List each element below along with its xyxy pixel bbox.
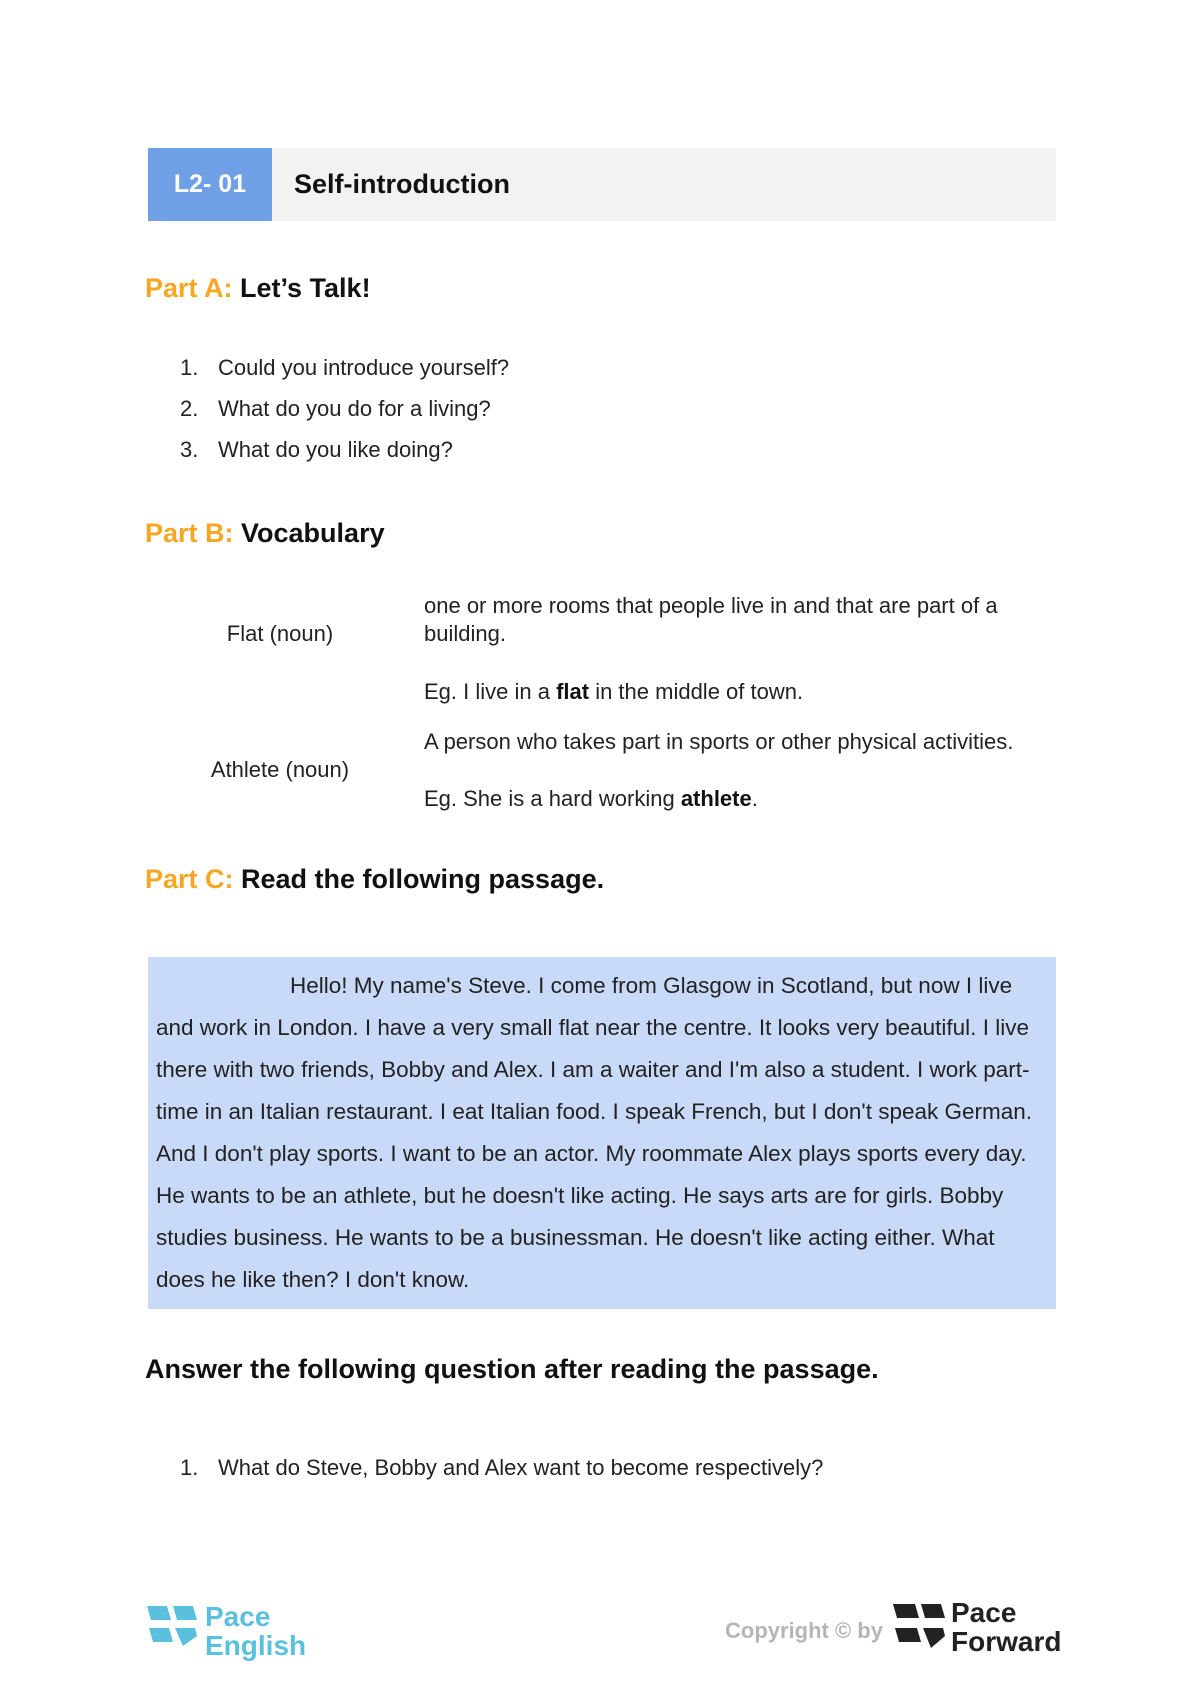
- example-text: .: [751, 786, 758, 811]
- answer-question-list: [180, 1447, 823, 1488]
- list-item-number: 3.: [180, 437, 199, 462]
- part-a-label: Part A:: [145, 273, 233, 303]
- part-a-heading: [145, 273, 371, 304]
- vocab-definition-athlete: A person who takes part in sports or other physical activities.: [424, 729, 1014, 754]
- copyright-block: [725, 1598, 1065, 1658]
- list-item: [180, 1447, 823, 1488]
- part-b-label: Part B:: [145, 518, 234, 548]
- list-item-number: 2.: [180, 396, 199, 421]
- example-text: Eg. I live in a: [424, 679, 557, 704]
- vocab-example-athlete: [424, 786, 758, 812]
- list-item: [180, 347, 509, 388]
- vocab-definition-flat: one or more rooms that people live in and that are part of a building.: [424, 593, 998, 646]
- answer-heading: Answer the following question after reading the passage.: [145, 1354, 879, 1384]
- part-a-title: Let’s Talk!: [240, 273, 371, 303]
- list-item-number: 1.: [180, 355, 199, 380]
- vocab-example-flat: [424, 679, 803, 705]
- list-item-text: What do you do for a living?: [218, 396, 491, 421]
- part-c-label: Part C:: [145, 864, 234, 894]
- vocab-term-flat: Flat (noun): [226, 621, 334, 646]
- list-item: [180, 388, 509, 429]
- lesson-header: [148, 148, 1056, 221]
- brand-line-2: Forward: [951, 1626, 1062, 1657]
- example-keyword: athlete: [680, 786, 752, 811]
- example-text: Eg. She is a hard working: [424, 786, 681, 811]
- lesson-code: L2- 01: [148, 148, 272, 221]
- part-c-heading: [145, 864, 604, 895]
- pace-english-logo: [147, 1601, 307, 1662]
- part-c-title: Read the following passage.: [241, 864, 605, 894]
- pace-forward-mark-icon: [893, 1604, 945, 1658]
- brand-line-1: Pace: [205, 1601, 271, 1632]
- part-a-question-list: [180, 347, 509, 470]
- example-text: in the middle of town.: [589, 679, 804, 704]
- copyright-text: Copyright © by: [725, 1618, 883, 1643]
- list-item-number: 1.: [180, 1455, 199, 1480]
- list-item-text: What do Steve, Bobby and Alex want to become respectively?: [218, 1455, 824, 1480]
- list-item-text: Could you introduce yourself?: [218, 355, 510, 380]
- example-keyword: flat: [556, 679, 590, 704]
- part-b-heading: [145, 518, 385, 549]
- part-b-title: Vocabulary: [241, 518, 385, 548]
- list-item-text: What do you like doing?: [218, 437, 453, 462]
- pace-english-mark-icon: [147, 1606, 197, 1658]
- brand-line-1: Pace: [951, 1597, 1017, 1628]
- passage-text: Hello! My name's Steve. I come from Glasgow in Scotland, but now I live and work in London. I have a very small flat near the centre. It looks very beautiful. I live there with two friends, Bobby and Alex. I am a waiter and I'm also a student. I work part-time in an Italian restaurant. I eat Italian food. I speak French, but I don't speak German. And I don't play sports. I want to be an actor. My roommate Alex plays sports every day. He wants to be an athlete, but he doesn't like acting. He says arts are for girls. Bobby studies business. He wants to be a businessman. He doesn't like acting either. What does he like then? I don't know.: [156, 973, 1033, 1292]
- lesson-title: Self-introduction: [294, 169, 510, 199]
- vocab-term-athlete: Athlete (noun): [210, 757, 350, 782]
- list-item: [180, 429, 509, 470]
- brand-line-2: English: [205, 1630, 307, 1661]
- reading-passage: [148, 957, 1056, 1309]
